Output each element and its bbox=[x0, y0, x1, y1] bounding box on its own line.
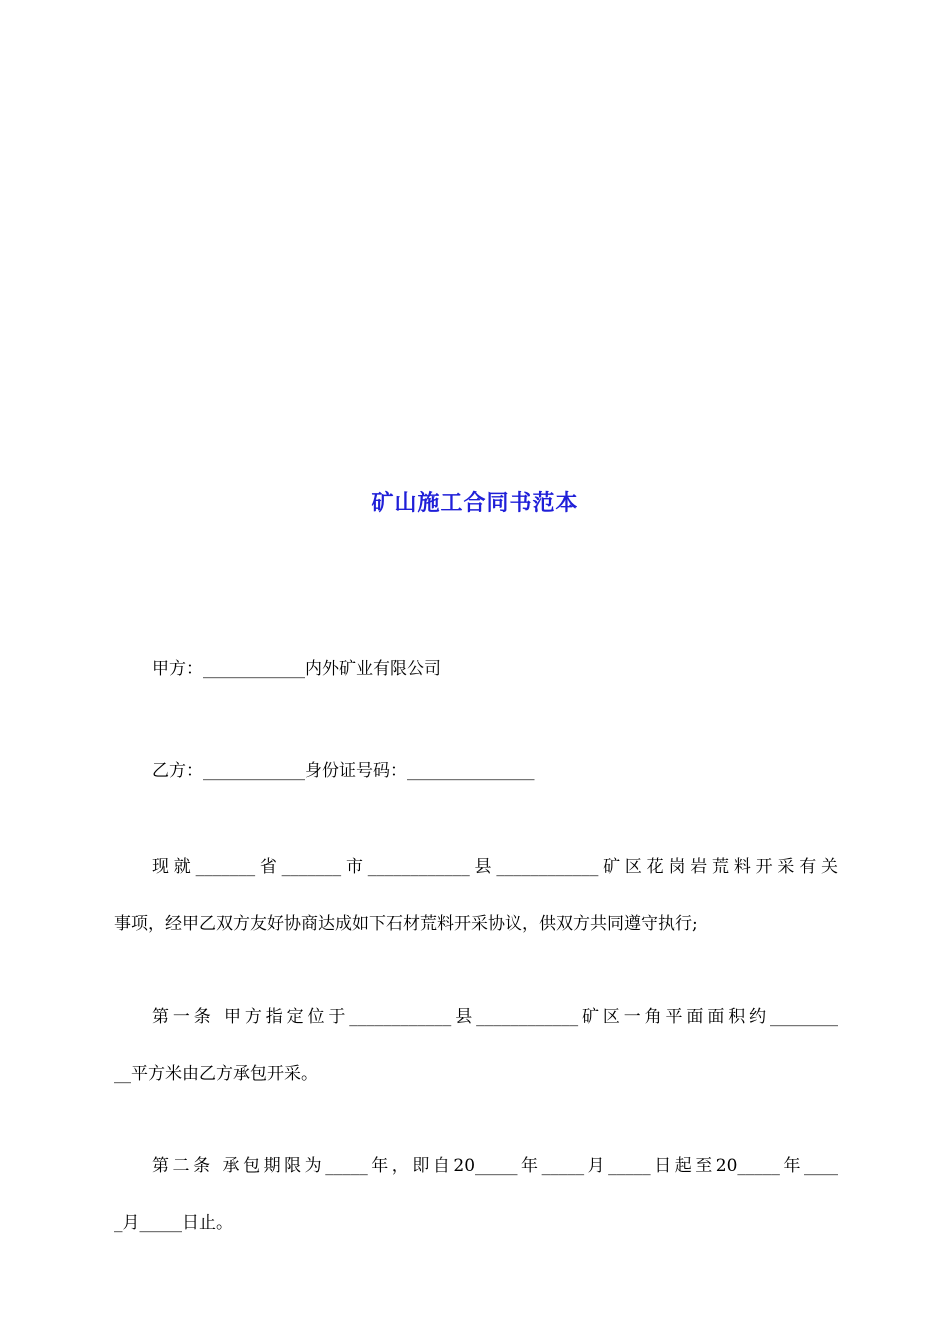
party-a-line bbox=[114, 641, 838, 698]
article-2-line-1: 第二条 承包期限为_____年，即自20_____年_____月_____日起至20_____年____ bbox=[152, 1156, 838, 1176]
article-1-line-1: 第一条 甲方指定位于____________县____________矿区一角平面面积约________ bbox=[152, 1007, 838, 1027]
article-1-line-2: __平方米由乙方承包开采。 bbox=[114, 1064, 318, 1084]
article-2-line-2: _月_____日止。 bbox=[114, 1213, 233, 1233]
intro-line-2: 事项，经甲乙双方友好协商达成如下石材荒料开采协议，供双方共同遵守执行; bbox=[114, 914, 698, 934]
intro-line-1: 现就_______省_______市____________县____________矿区花岗岩荒料开采有关 bbox=[152, 857, 838, 877]
intro-paragraph bbox=[114, 839, 838, 953]
party-b-text: 乙方：____________身份证号码：_______________ bbox=[152, 761, 535, 781]
document-title: 矿山施工合同书范本 bbox=[371, 490, 579, 516]
article-1-paragraph bbox=[114, 989, 838, 1103]
party-a-text: 甲方：____________内外矿业有限公司 bbox=[152, 659, 441, 679]
article-2-paragraph bbox=[114, 1138, 838, 1252]
party-b-line bbox=[114, 743, 838, 800]
